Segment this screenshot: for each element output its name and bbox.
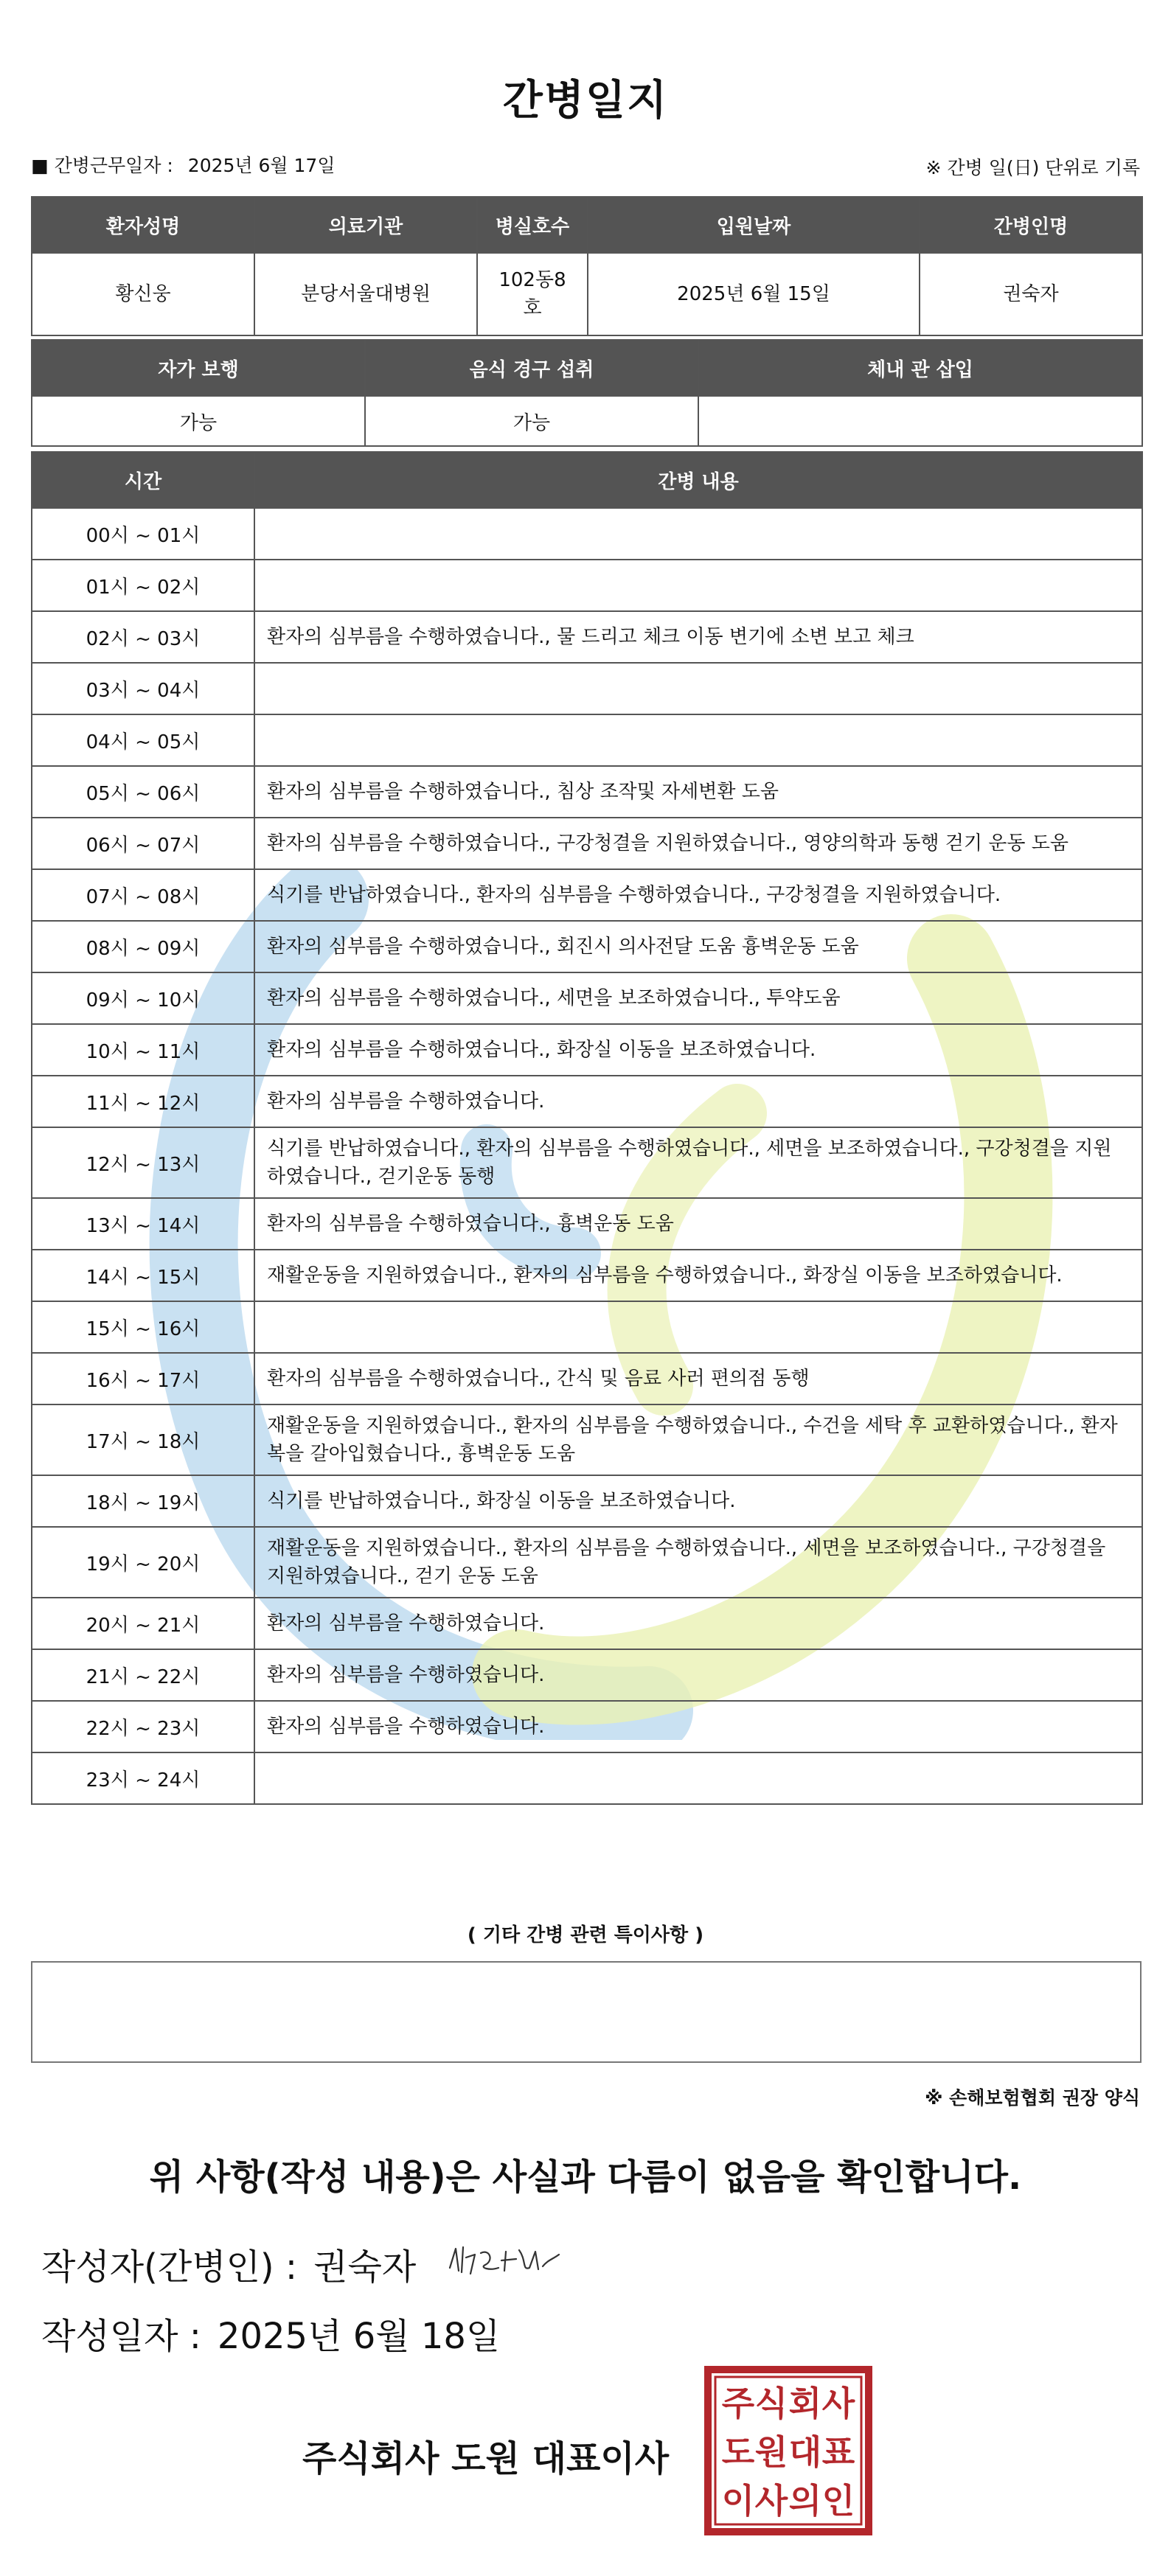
log-content: 식기를 반납하였습니다., 화장실 이동을 보조하였습니다. (254, 1475, 1142, 1527)
log-time: 20시 ~ 21시 (32, 1598, 254, 1649)
log-content (254, 1752, 1142, 1804)
log-time: 17시 ~ 18시 (32, 1404, 254, 1475)
log-row (32, 714, 1142, 766)
log-content: 환자의 심부름을 수행하였습니다. (254, 1076, 1142, 1127)
patient-name: 황신웅 (32, 253, 254, 335)
admission-date: 2025년 6월 15일 (588, 253, 920, 335)
log-time: 04시 ~ 05시 (32, 714, 254, 766)
log-time: 00시 ~ 01시 (32, 508, 254, 560)
log-content: 환자의 심부름을 수행하였습니다., 흉벽운동 도움 (254, 1198, 1142, 1250)
log-row (32, 1353, 1142, 1404)
content-header: 간병 내용 (254, 452, 1142, 508)
written-date-row (41, 2308, 500, 2359)
log-content: 환자의 심부름을 수행하였습니다., 화장실 이동을 보조하였습니다. (254, 1024, 1142, 1076)
walking-value: 가능 (32, 396, 365, 446)
duty-date-row (31, 151, 335, 178)
admission-date-header: 입원날짜 (588, 197, 920, 253)
log-row (32, 611, 1142, 663)
walking-header: 자가 보행 (32, 340, 365, 396)
log-row (32, 663, 1142, 714)
svg-text:사: 사 (821, 2384, 855, 2423)
log-row (32, 1301, 1142, 1353)
log-row (32, 972, 1142, 1024)
log-row (32, 1198, 1142, 1250)
log-content: 식기를 반납하였습니다., 환자의 심부름을 수행하였습니다., 세면을 보조하였습니다., 구강청결을 지원하였습니다., 걷기운동 동행 (254, 1127, 1142, 1198)
hospital-header: 의료기관 (254, 197, 477, 253)
log-row (32, 1404, 1142, 1475)
svg-text:원: 원 (754, 2432, 788, 2472)
log-row (32, 1649, 1142, 1701)
log-time: 14시 ~ 15시 (32, 1250, 254, 1301)
page-title: 간병일지 (502, 77, 669, 125)
oral-intake-header: 음식 경구 섭취 (365, 340, 698, 396)
log-content (254, 663, 1142, 714)
svg-text:회: 회 (788, 2384, 822, 2423)
log-content: 재활운동을 지원하였습니다., 환자의 심부름을 수행하였습니다., 수건을 세탁 후 교환하였습니다., 환자복을 갈아입혔습니다., 흉벽운동 도움 (254, 1404, 1142, 1475)
log-content: 환자의 심부름을 수행하였습니다., 세면을 보조하였습니다., 투약도움 (254, 972, 1142, 1024)
svg-text:이: 이 (721, 2481, 755, 2521)
log-header-row (32, 452, 1142, 508)
log-time: 18시 ~ 19시 (32, 1475, 254, 1527)
log-time: 12시 ~ 13시 (32, 1127, 254, 1198)
log-content: 환자의 심부름을 수행하였습니다. (254, 1598, 1142, 1649)
log-content: 환자의 심부름을 수행하였습니다., 회진시 의사전달 도움 흉벽운동 도움 (254, 921, 1142, 972)
tube-insertion-header: 체내 관 삽입 (698, 340, 1142, 396)
log-row (32, 1701, 1142, 1752)
log-content: 식기를 반납하였습니다., 환자의 심부름을 수행하였습니다., 구강청결을 지원하였습니다. (254, 869, 1142, 921)
hourly-log-table (31, 451, 1143, 1805)
special-notes-title: ( 기타 간병 관련 특이사항 ) (467, 1924, 704, 1946)
log-content: 재활운동을 지원하였습니다., 환자의 심부름을 수행하였습니다., 세면을 보조하였습니다., 구강청결을 지원하였습니다., 걷기 운동 도움 (254, 1527, 1142, 1598)
log-row (32, 1475, 1142, 1527)
log-time: 08시 ~ 09시 (32, 921, 254, 972)
log-row (32, 921, 1142, 972)
log-content: 환자의 심부름을 수행하였습니다., 구강청결을 지원하였습니다., 영양의학과 동행 걷기 운동 도움 (254, 818, 1142, 869)
duty-date-label: ■ 간병근무일자 : (31, 155, 173, 176)
log-row (32, 508, 1142, 560)
room-header: 병실호수 (477, 197, 588, 253)
caregiver-header: 간병인명 (920, 197, 1142, 253)
log-time: 03시 ~ 04시 (32, 663, 254, 714)
confirmation-statement: 위 사항(작성 내용)은 사실과 다름이 없음을 확인합니다. (149, 2156, 1022, 2198)
log-row (32, 766, 1142, 818)
log-body (32, 508, 1142, 1804)
log-row (32, 1127, 1142, 1198)
svg-text:식: 식 (754, 2384, 788, 2423)
svg-text:사: 사 (754, 2481, 788, 2521)
unit-note: ※ 간병 일(日) 단위로 기록 (925, 157, 1140, 178)
log-time: 01시 ~ 02시 (32, 560, 254, 611)
log-content (254, 508, 1142, 560)
log-time: 10시 ~ 11시 (32, 1024, 254, 1076)
log-time: 21시 ~ 22시 (32, 1649, 254, 1701)
tube-insertion-value (698, 396, 1142, 446)
log-row (32, 1024, 1142, 1076)
patient-value-row (32, 253, 1142, 335)
patient-name-header: 환자성명 (32, 197, 254, 253)
recommend-note: ※ 손해보험협회 권장 양식 (925, 2087, 1140, 2109)
patient-info-table (31, 196, 1143, 336)
svg-text:인: 인 (821, 2481, 855, 2521)
writer-row (41, 2238, 416, 2289)
log-content (254, 560, 1142, 611)
signature-image (445, 2238, 563, 2283)
time-header: 시간 (32, 452, 254, 508)
svg-text:의: 의 (788, 2481, 822, 2521)
log-time: 19시 ~ 20시 (32, 1527, 254, 1598)
log-time: 06시 ~ 07시 (32, 818, 254, 869)
log-row (32, 1250, 1142, 1301)
svg-text:표: 표 (821, 2432, 855, 2472)
written-date-value: 2025년 6월 18일 (217, 2316, 501, 2357)
hospital-name: 분당서울대병원 (254, 253, 477, 335)
log-content: 환자의 심부름을 수행하였습니다., 침상 조작및 자세변환 도움 (254, 766, 1142, 818)
caregiver-name: 권숙자 (920, 253, 1142, 335)
log-time: 11시 ~ 12시 (32, 1076, 254, 1127)
room-number-line1: 102동8 (498, 269, 566, 291)
ability-table (31, 339, 1143, 447)
svg-text:대: 대 (788, 2432, 822, 2472)
log-content: 환자의 심부름을 수행하였습니다. (254, 1649, 1142, 1701)
log-content: 환자의 심부름을 수행하였습니다., 물 드리고 체크 이동 변기에 소변 보고 체크 (254, 611, 1142, 663)
writer-name: 권숙자 (313, 2246, 417, 2288)
log-row (32, 1598, 1142, 1649)
log-time: 22시 ~ 23시 (32, 1701, 254, 1752)
ability-header-row (32, 340, 1142, 396)
log-time: 15시 ~ 16시 (32, 1301, 254, 1353)
log-row (32, 1527, 1142, 1598)
svg-text:주: 주 (721, 2384, 755, 2423)
room-number-line2: 호 (523, 297, 542, 319)
log-time: 23시 ~ 24시 (32, 1752, 254, 1804)
log-time: 02시 ~ 03시 (32, 611, 254, 663)
log-time: 16시 ~ 17시 (32, 1353, 254, 1404)
log-content: 재활운동을 지원하였습니다., 환자의 심부름을 수행하였습니다., 화장실 이동을 보조하였습니다. (254, 1250, 1142, 1301)
writer-label: 작성자(간병인) : (41, 2246, 298, 2288)
log-row (32, 818, 1142, 869)
company-seal-stamp (703, 2365, 873, 2536)
log-row (32, 560, 1142, 611)
log-time: 05시 ~ 06시 (32, 766, 254, 818)
log-content (254, 1301, 1142, 1353)
room-number (477, 253, 588, 335)
log-content: 환자의 심부름을 수행하였습니다. (254, 1701, 1142, 1752)
log-row (32, 1752, 1142, 1804)
duty-date-value: 2025년 6월 17일 (187, 155, 336, 176)
company-name: 주식회사 도원 대표이사 (302, 2438, 670, 2479)
log-time: 09시 ~ 10시 (32, 972, 254, 1024)
log-row (32, 1076, 1142, 1127)
oral-intake-value: 가능 (365, 396, 698, 446)
log-time: 07시 ~ 08시 (32, 869, 254, 921)
log-content (254, 714, 1142, 766)
log-content: 환자의 심부름을 수행하였습니다., 간식 및 음료 사러 편의점 동행 (254, 1353, 1142, 1404)
log-time: 13시 ~ 14시 (32, 1198, 254, 1250)
special-notes-box (31, 1961, 1142, 2063)
log-row (32, 869, 1142, 921)
svg-text:도: 도 (721, 2432, 755, 2472)
written-date-label: 작성일자 : (41, 2316, 201, 2357)
patient-header-row (32, 197, 1142, 253)
ability-value-row (32, 396, 1142, 446)
